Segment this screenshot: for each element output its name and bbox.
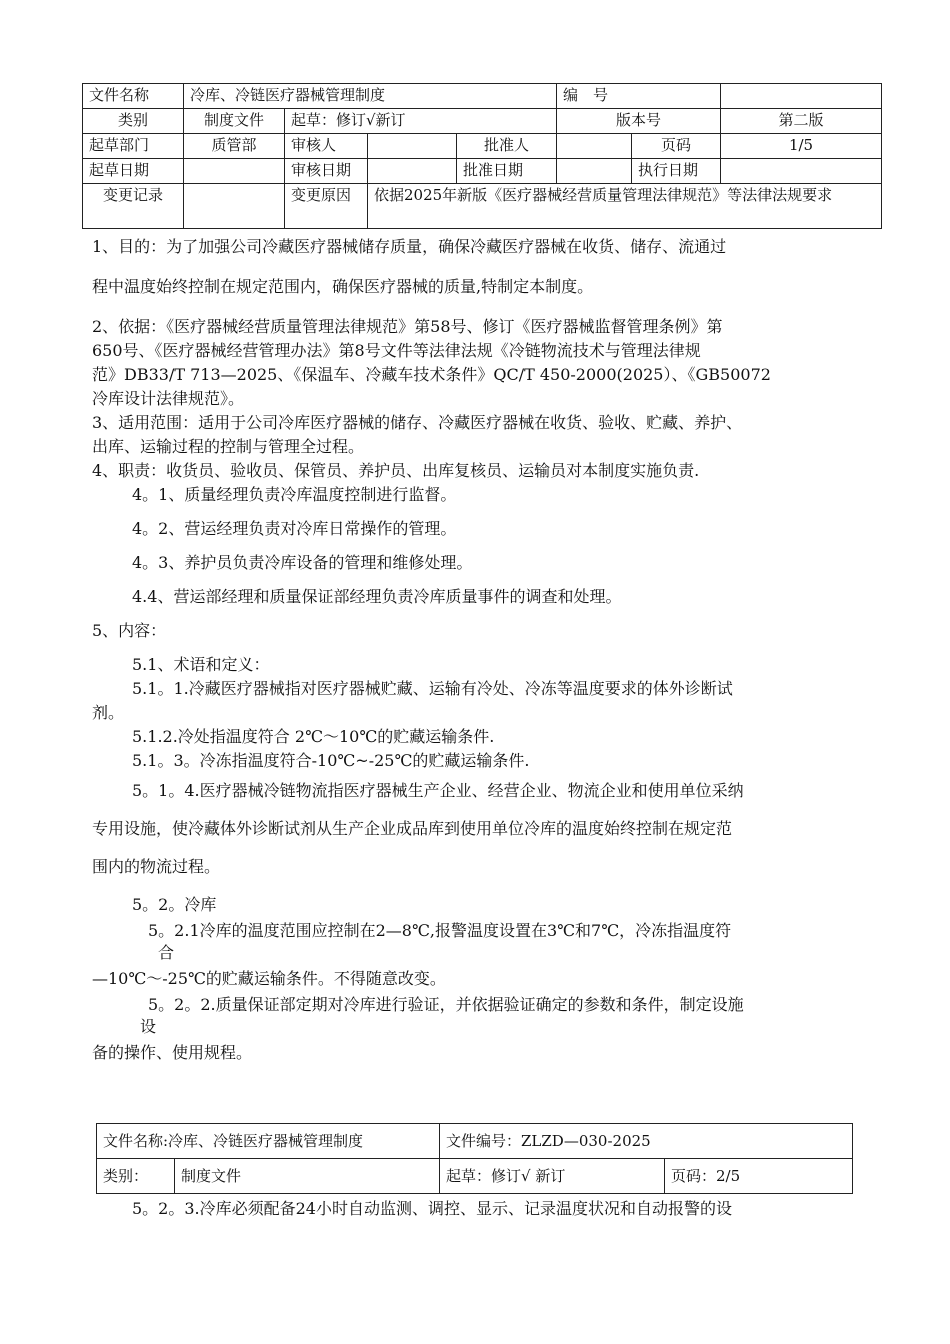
terms-heading: 5.1、术语和定义：	[132, 655, 270, 674]
review-date-label: 审核日期	[285, 159, 368, 184]
change-reason-label: 变更原因	[285, 184, 368, 229]
basis-line-4: 冷库设计法律规范》。	[92, 389, 245, 408]
rule-5-2-3-line-1: 5。2。3.冷库必须配备24小时自动监测、调控、显示、记录温度状况和自动报警的设	[132, 1199, 732, 1218]
rule-5-2-1-line-1: 5。2.1冷库的温度范围应控制在2—8℃,报警温度设置在3℃和7℃，冷冻指温度符	[148, 921, 732, 940]
page-value: 1/5	[721, 134, 882, 159]
term-5-1-3: 5.1。3。冷冻指温度符合-10℃~-25℃的贮藏运输条件.	[132, 751, 530, 770]
change-record-label: 变更记录	[83, 184, 184, 229]
duty-4-1: 4。1、质量经理负责冷库温度控制进行监督。	[132, 485, 457, 504]
scope-line-1: 3、适用范围：适用于公司冷库医疗器械的储存、冷藏医疗器械在收货、验收、贮藏、养护、	[92, 413, 743, 432]
term-5-1-4-line-1: 5。1。4.医疗器械冷链物流指医疗器械生产企业、经营企业、物流企业和使用单位采纳	[132, 781, 744, 800]
reviewer-label: 审核人	[285, 134, 368, 159]
change-record-value	[184, 184, 285, 229]
rule-5-2-2-line-2: 设	[140, 1017, 157, 1036]
file-name-label: 文件名称	[83, 84, 184, 109]
approve-date-label: 批准日期	[457, 159, 557, 184]
change-reason: 依据2025年新版《医疗器械经营质量管理法律规范》等法律法规要求	[368, 184, 882, 229]
version: 第二版	[721, 109, 882, 134]
footer-info-table	[96, 1123, 853, 1194]
page-label: 页码	[632, 134, 721, 159]
footer-file-name: 文件名称:冷库、冷链医疗器械管理制度	[97, 1124, 440, 1159]
footer-draft: 起草：修订√ 新订	[440, 1159, 665, 1194]
number-value	[721, 84, 882, 109]
document-body	[92, 236, 872, 1064]
content-heading: 5、内容：	[92, 621, 167, 640]
duty-4-4: 4.4、营运部经理和质量保证部经理负责冷库质量事件的调查和处理。	[132, 587, 622, 606]
header-info-table	[82, 83, 882, 229]
approve-date-value	[557, 159, 632, 184]
category-label: 类别	[83, 109, 184, 134]
cold-storage-heading: 5。2。冷库	[132, 895, 217, 914]
duty-line: 4、职责：收货员、验收员、保管员、养护员、出库复核员、运输员对本制度实施负责.	[92, 461, 700, 480]
draft-dept-label: 起草部门	[83, 134, 184, 159]
term-5-1-1-line-1: 5.1。1.冷藏医疗器械指对医疗器械贮藏、运输有冷处、冷冻等温度要求的体外诊断试	[132, 679, 733, 698]
duty-4-3: 4。3、养护员负责冷库设备的管理和维修处理。	[132, 553, 473, 572]
approver-label: 批准人	[457, 134, 557, 159]
approver-value	[557, 134, 632, 159]
footer-file-number: 文件编号：ZLZD—030-2025	[440, 1124, 853, 1159]
term-5-1-4-line-2: 专用设施，使冷藏体外诊断试剂从生产企业成品库到使用单位冷库的温度始终控制在规定范	[92, 819, 733, 838]
basis-line-1: 2、依据：《医疗器械经营质量管理法律规范》第58号、修订《医疗器械监督管理条例》第	[92, 317, 723, 336]
rule-5-2-1-line-3: —10℃～-25℃的贮藏运输条件。不得随意改变。	[92, 969, 446, 988]
basis-line-2: 650号、《医疗器械经营管理办法》第8号文件等法律法规《冷链物流技术与管理法律规	[92, 341, 701, 360]
purpose-line-2: 程中温度始终控制在规定范围内，确保医疗器械的质量,特制定本制度。	[92, 277, 594, 296]
exec-date-value	[721, 159, 882, 184]
number-label: 编 号	[557, 84, 721, 109]
term-5-1-2: 5.1.2.冷处指温度符合 2℃～10℃的贮藏运输条件.	[132, 727, 495, 746]
reviewer-value	[368, 134, 457, 159]
draft-date-value	[184, 159, 285, 184]
page-2-body	[132, 1198, 912, 1220]
term-5-1-4-line-3: 围内的物流过程。	[92, 857, 221, 876]
category: 制度文件	[184, 109, 285, 134]
rule-5-2-2-line-3: 备的操作、使用规程。	[92, 1043, 253, 1062]
basis-line-3: 范》DB33/T 713—2025、《保温车、冷藏车技术条件》QC/T 450-2000(2025）、《GB50072	[92, 365, 771, 384]
scope-line-2: 出库、运输过程的控制与管理全过程。	[92, 437, 365, 456]
footer-page: 页码：2/5	[665, 1159, 853, 1194]
duty-4-2: 4。2、营运经理负责对冷库日常操作的管理。	[132, 519, 457, 538]
rule-5-2-2-line-1: 5。2。2.质量保证部定期对冷库进行验证，并依据验证确定的参数和条件，制定设施	[148, 995, 744, 1014]
purpose-line-1: 1、目的：为了加强公司冷藏医疗器械储存质量，确保冷藏医疗器械在收货、储存、流通过	[92, 237, 727, 256]
term-5-1-1-line-2: 剂。	[92, 703, 125, 722]
draft-dept: 质管部	[184, 134, 285, 159]
rule-5-2-1-line-2: 合	[158, 943, 175, 962]
review-date-value	[368, 159, 457, 184]
draft-label: 起草：修订√新订	[285, 109, 557, 134]
draft-date-label: 起草日期	[83, 159, 184, 184]
version-label: 版本号	[557, 109, 721, 134]
footer-category: 制度文件	[175, 1159, 440, 1194]
exec-date-label: 执行日期	[632, 159, 721, 184]
footer-category-label: 类别：	[97, 1159, 175, 1194]
file-name: 冷库、冷链医疗器械管理制度	[184, 84, 557, 109]
